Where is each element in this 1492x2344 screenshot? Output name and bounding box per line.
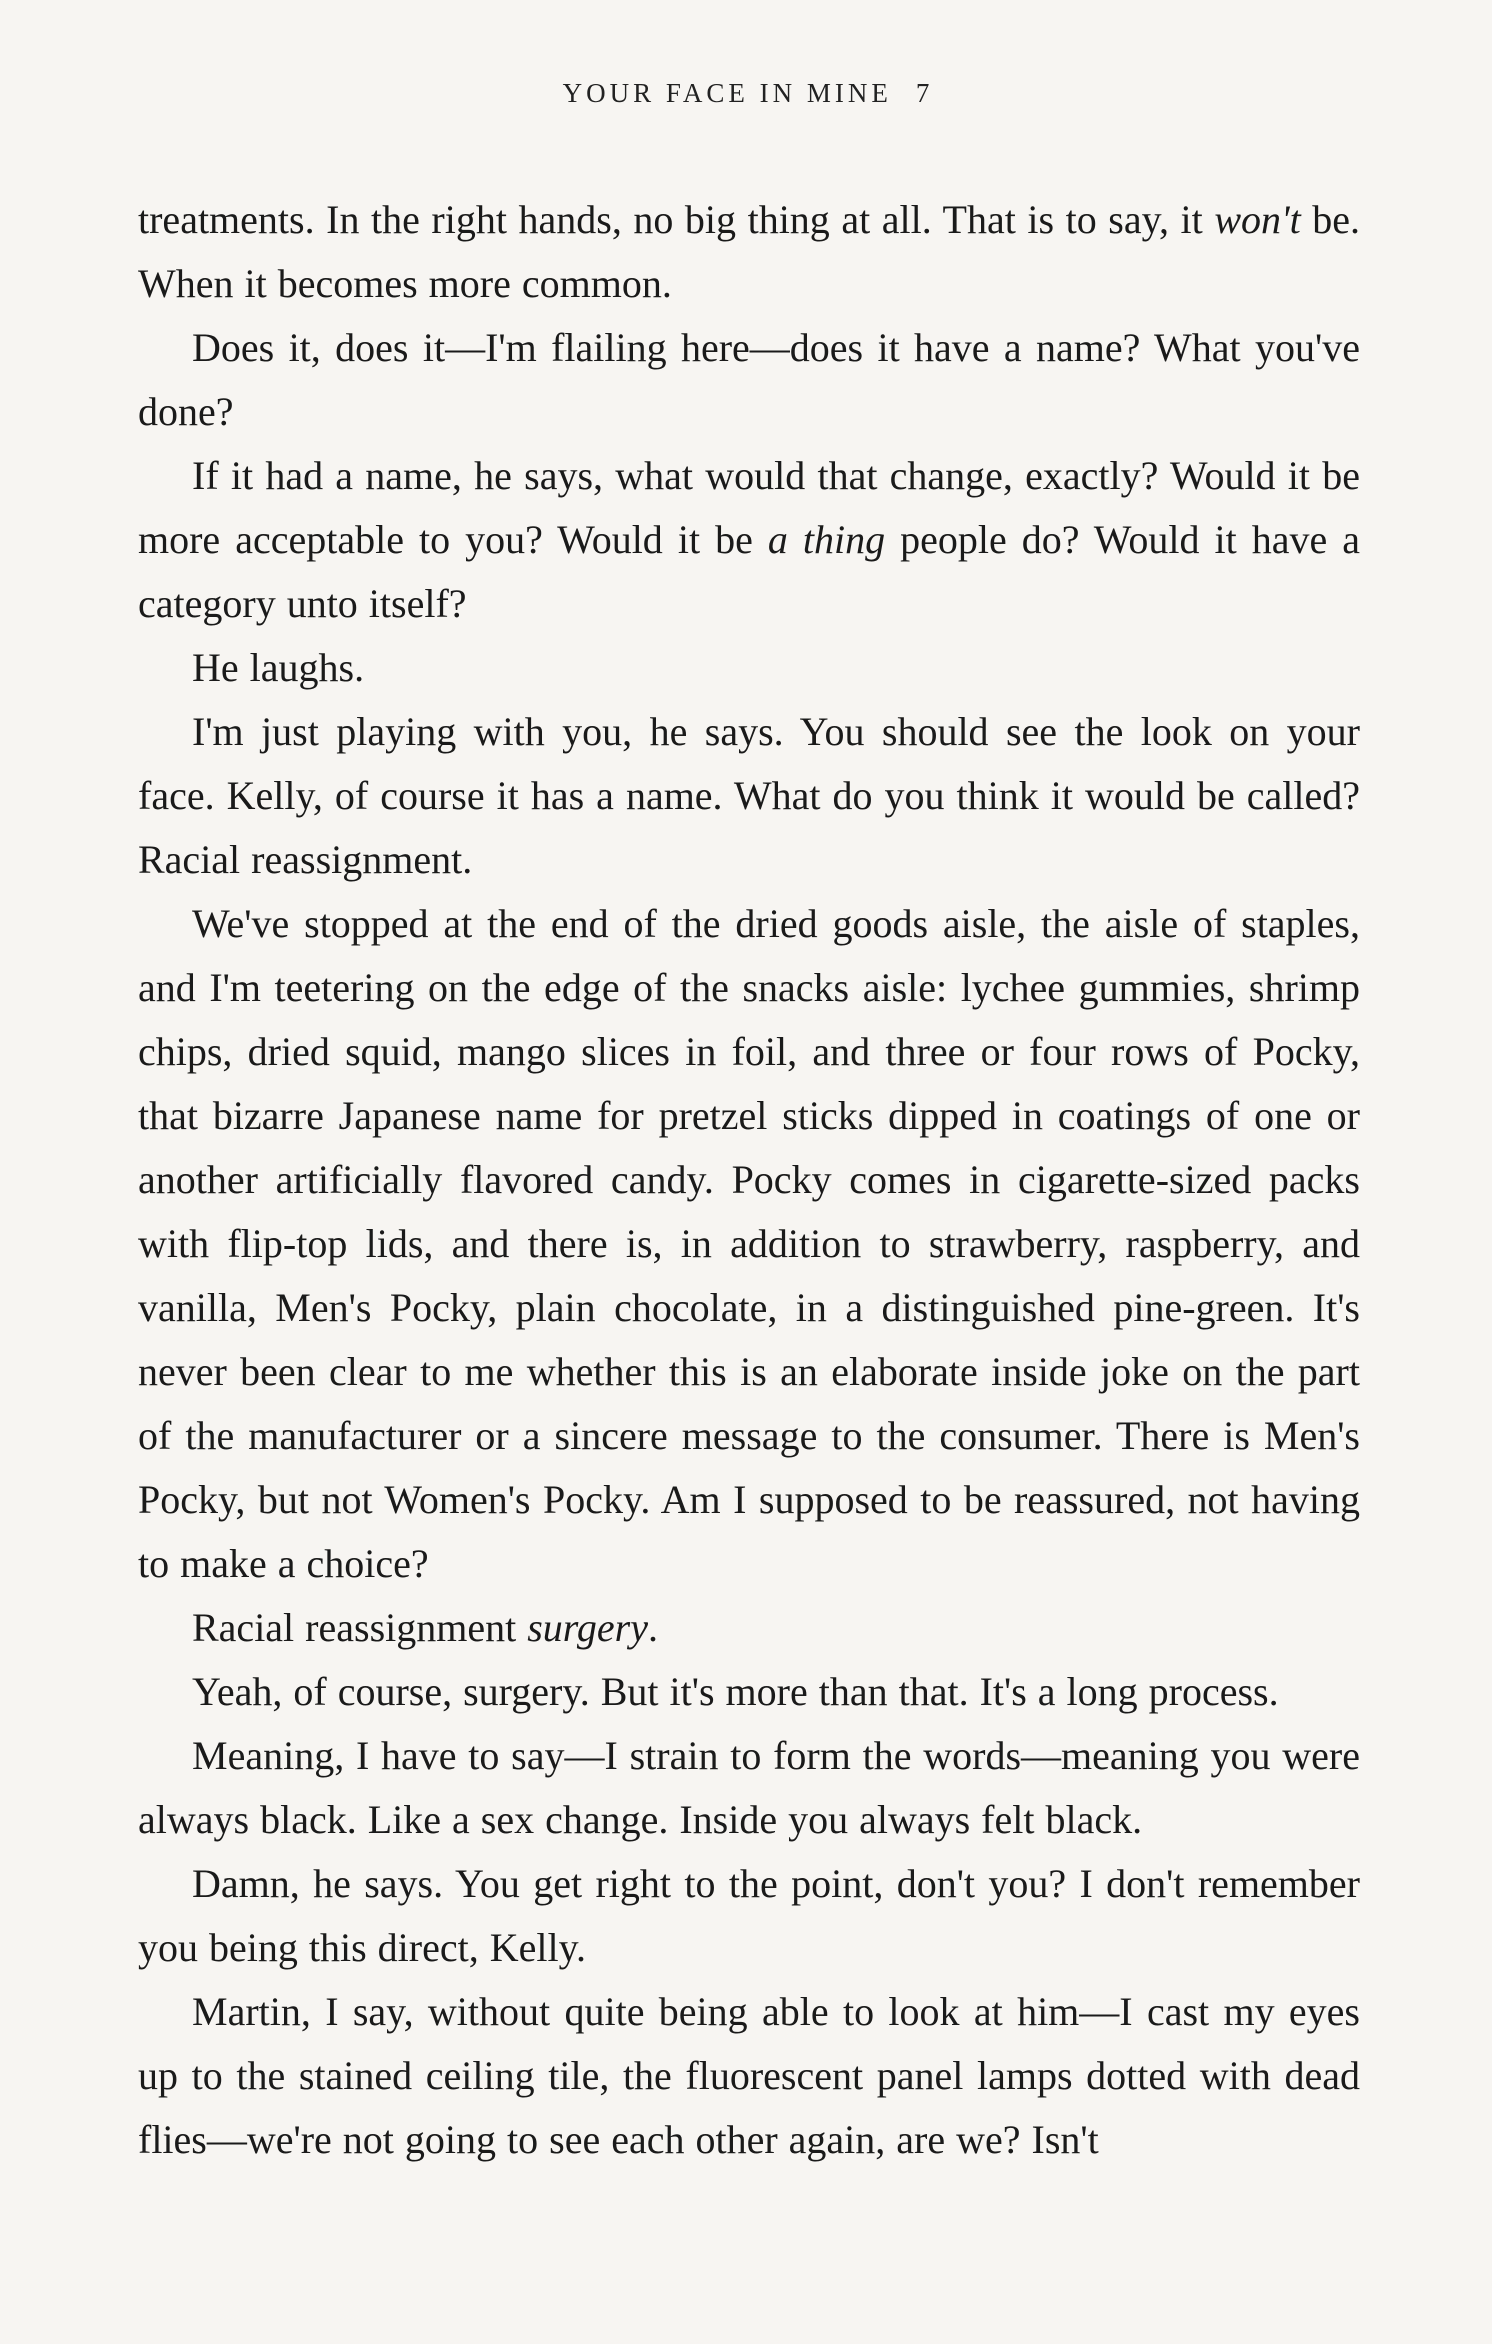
emphasis-wont: won't xyxy=(1214,197,1301,242)
paragraph-11: Martin, I say, without quite being able to look at him—I cast my eyes up to the stained ceiling tile, the fluorescent panel lamps dotted with dead flies—we're not going to see each other again, are we? Isn't xyxy=(138,1989,1360,2162)
paragraph-6: We've stopped at the end of the dried goods aisle, the aisle of staples, and I'm teetering on the edge of the snacks aisle: lychee gummies, shrimp chips, dried squid, mango slices in foil, and three or four rows of Pocky, that bizarre Japanese name for pretzel sticks dipped in coatings of one or another artificially flavored candy. Pocky comes in cigarette-sized packs with flip-top lids, and there is, in addition to strawberry, raspberry, and vanilla, Men's Pocky, plain chocolate, in a distinguished pine-green. It's never been clear to me whether this is an elaborate inside joke on the part of the manufacturer or a sincere message to the consumer. There is Men's Pocky, but not Women's Pocky. Am I supposed to be reassured, not having to make a choice? xyxy=(138,901,1360,1586)
paragraph-8: Yeah, of course, surgery. But it's more than that. It's a long process. xyxy=(192,1669,1279,1714)
paragraph-7: Racial reassignment surgery. xyxy=(192,1605,658,1650)
book-title: YOUR FACE IN MINE xyxy=(562,78,892,108)
body-text xyxy=(138,188,1360,2172)
paragraph-9: Meaning, I have to say—I strain to form the words—meaning you were always black. Like a sex change. Inside you always felt black. xyxy=(138,1733,1360,1842)
paragraph-1: treatments. In the right hands, no big thing at all. That is to say, it won't be. When it becomes more common. xyxy=(138,197,1360,306)
emphasis-a-thing: a thing xyxy=(767,517,886,562)
emphasis-surgery: surgery xyxy=(527,1605,648,1650)
paragraph-3: If it had a name, he says, what would that change, exactly? Would it be more acceptable to you? Would it be a thing people do? Would it have a category unto itself? xyxy=(138,453,1360,626)
paragraph-2: Does it, does it—I'm flailing here—does it have a name? What you've done? xyxy=(138,325,1360,434)
page-number: 7 xyxy=(915,78,930,108)
paragraph-4: He laughs. xyxy=(192,645,365,690)
paragraph-5: I'm just playing with you, he says. You should see the look on your face. Kelly, of course it has a name. What do you think it would be called? Racial reassignment. xyxy=(138,709,1360,882)
paragraph-10: Damn, he says. You get right to the point, don't you? I don't remember you being this direct, Kelly. xyxy=(138,1861,1360,1970)
running-head xyxy=(0,78,1492,109)
